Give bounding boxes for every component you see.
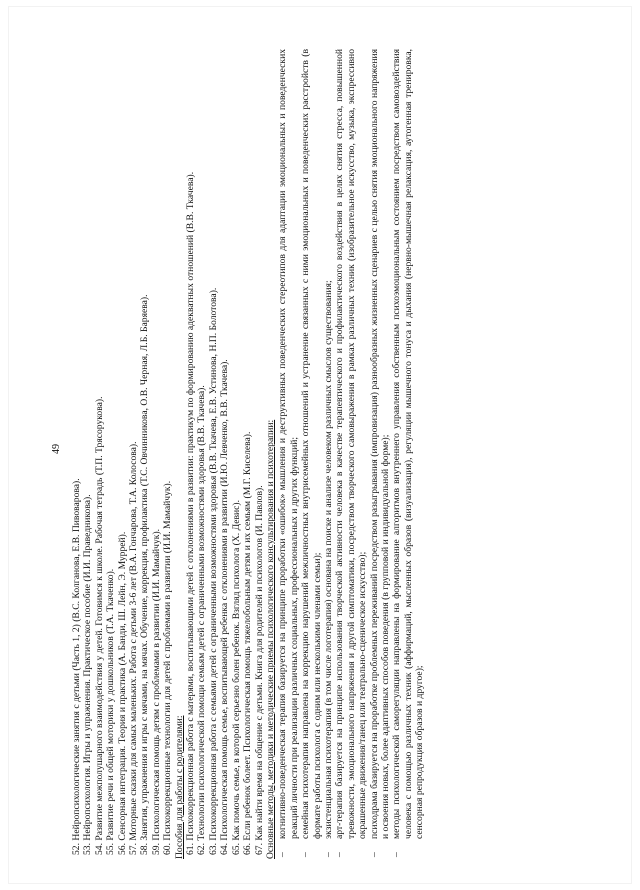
method-item bbox=[277, 49, 300, 859]
list-item: 60. Психокоррекционные технологии для детей с проблемами в развитии (И.И. Мамайчук). bbox=[162, 480, 174, 855]
methods-heading: Основные методы, методики и методические приемы психологического консультирования и психотерапии: bbox=[264, 419, 276, 859]
method-text: экзистенциальная психотерапия (в том числе логотерапия) основана на поиске и анализе человеком различных смыслов существования; bbox=[322, 280, 334, 839]
page-body bbox=[71, 49, 426, 859]
dash-bullet: – bbox=[322, 852, 334, 857]
list-item: 63. Психокоррекционная работа с семьями детей с ограниченными возможностями здоровья (В.В. Ткачева, Е.В. Устинова, Н.П. Болотова). bbox=[207, 287, 219, 855]
list-item: 53. Нейропсихология. Игры и упражнения. Практическое пособие (И.И. Праведникова). bbox=[82, 494, 94, 855]
list-item: 64. Психологическая помощь семье, воспитывающей ребенка с отклонениями в развитии (И.Ю. Левченко, В.В. Ткачева). bbox=[219, 359, 231, 855]
list-item: 59. Психологическая помощь детям с проблемами в развитии (И.И. Мамайчук). bbox=[150, 528, 162, 855]
list-item-61: 61. Психокоррекционная работа с матерями, воспитывающими детей с отклонениями в развитии: практикум по формированию адекватных отношений (В.В. Ткачева). bbox=[185, 171, 197, 855]
list-item: 65. Как помочь семье, в которой серьезно болен ребенок. Взгляд психолога (Х. Девис). bbox=[230, 499, 242, 855]
list-item: 67. Как найти время на общение с детьми. Книга для родителей и психологов (И. Павлов). bbox=[253, 485, 265, 855]
list-item: 66. Если ребенок болеет. Психологическая помощь тяжелобольным детям и их семьям (М.Г. Киселева). bbox=[242, 431, 254, 855]
dash-bullet: – bbox=[300, 852, 312, 857]
page-number: 49 bbox=[51, 444, 62, 454]
dash-bullet: – bbox=[391, 852, 403, 857]
methods-list bbox=[277, 49, 425, 859]
dash-bullet: – bbox=[334, 852, 346, 857]
method-item bbox=[369, 49, 392, 859]
list-item: 58. Занятия, упражнения и игры с мячами, на мячах. Обучение, коррекция, профилактика (Т.С. Овчинникова, О.В. Черная, Л.Б. Баряева). bbox=[139, 294, 151, 855]
method-text: методы психологической саморегуляции направлены на формирование алгоритмов внутреннего управления собственным психоэмоциональным состоянием посредством самовоздействия человека с помощью различных техник (аффирмаций, мысленных образов (визуализация), регуляции мышечного тонуса и дыхания (нервно-мышечная релаксация, аутогенная тренировка, сенсорная репродукция образов и другое); bbox=[391, 49, 426, 839]
rotated-page-content bbox=[51, 21, 611, 877]
manuals-list-children bbox=[71, 49, 174, 859]
list-item: 62. Технологии психологической помощи семьям детей с ограниченными возможностями здоровья (В.В. Ткачева). bbox=[196, 385, 208, 855]
method-text: психодрама базируется на проработке проблемных переживаний посредством разыгрывания (импровизация) разнообразных жизненных сценариев с целью снятия эмоционального напряжения и освоения новых, более адаптивных способов поведения (в групповой и индивидуальной форме); bbox=[368, 49, 391, 839]
method-item bbox=[323, 49, 334, 859]
method-item bbox=[391, 49, 425, 859]
method-item bbox=[300, 49, 323, 859]
list-item: 52. Нейропсихологические занятия с детьми (Часть 1, 2) (В.С. Колганова, Е.В. Пивоварова). bbox=[71, 478, 82, 855]
list-item: 55. Развитие речи и общей моторики у дошкольников (Т.А. Ткаченко). bbox=[105, 568, 117, 855]
dash-bullet: – bbox=[277, 852, 289, 857]
manuals-list-parents bbox=[196, 49, 264, 859]
method-item bbox=[334, 49, 368, 859]
list-item: 54. Развитие межполушарного взаимодействия у детей. Готовимся к школе. Рабочая тетрадь (Т.П. Трясорукова). bbox=[93, 396, 105, 855]
method-text: когнитивно-поведенческая терапия базируется на принципе проработки «ошибок» мышления и деструктивных поведенческих стереотипов для адаптации эмоциональных и поведенческих реакций личности при реализации различных социальных, профессиональных и других функций; bbox=[277, 49, 300, 839]
list-item: 57. Моторные сказки для самых маленьких. Работа с детьми 3-6 лет (В.А. Гончарова, Т.А. Колосова). bbox=[128, 441, 140, 855]
dash-bullet: – bbox=[368, 852, 380, 857]
method-text: арт-терапия базируется на принципе использования творческой активности человека в качестве терапевтического и профилактического воздействия в целях снятия стресса, повышенной тревожности, эмоционального напряжения и другой симптоматики, посредством творческого самовыражения в рамках различных техник (изобразительное искусство, музыка, экспрессивно окрашенные движения/танец или театрально-сценическое искусство); bbox=[334, 49, 369, 839]
document-page bbox=[8, 6, 632, 884]
parents-manuals-heading: Пособия для работы с родителями: bbox=[173, 715, 185, 859]
method-text: семейная психотерапия направлена на коррекцию нарушений межличностных внутрисемейных отношений и устранение связанных с ними эмоциональных и поведенческих расстройств (в формате работы психолога с одним или несколькими членами семьи); bbox=[300, 49, 323, 839]
list-item: 56. Сенсорная интеграция. Теория и практика (А. Банди, Ш. Лейн, Э. Муррей). bbox=[116, 531, 128, 855]
